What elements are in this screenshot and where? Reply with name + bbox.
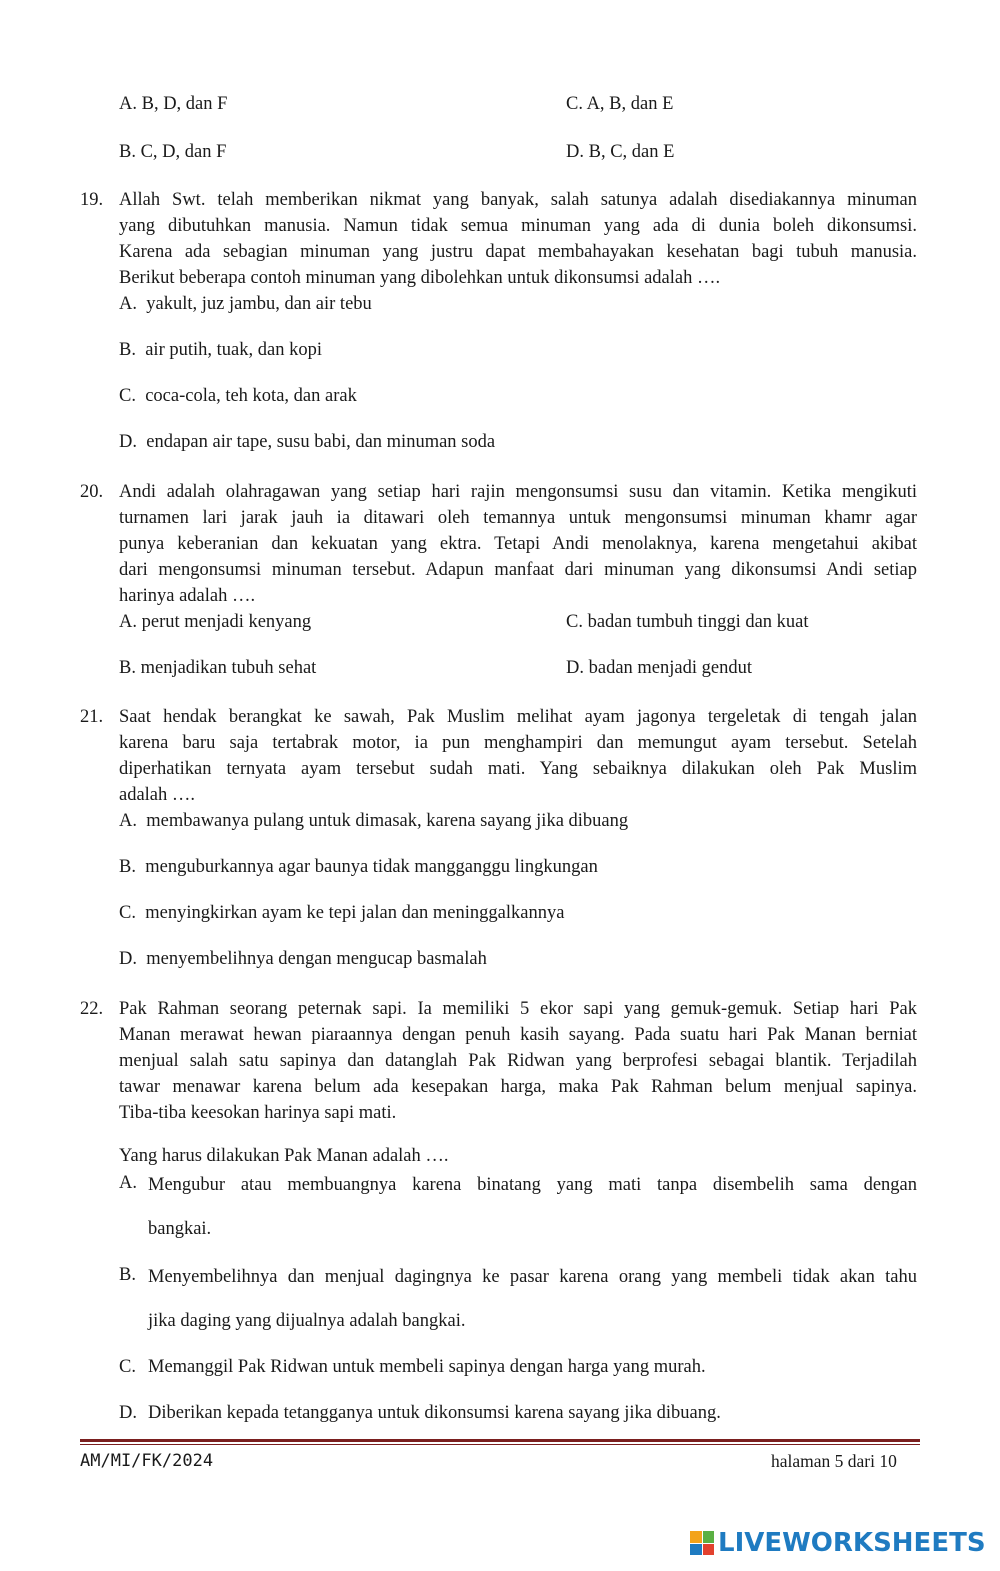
option-letter: A.: [119, 294, 137, 314]
footer-rule-thin: [80, 1444, 920, 1445]
option-letter: B.: [119, 340, 136, 360]
question-text-line: dari mengonsumsi minuman tersebut. Adapun manfaat dari minuman yang dikonsumsi Andi setiap: [119, 560, 917, 580]
question-text-line: tawar menawar karena belum ada kesepakan harga, maka Pak Rahman belum menjual sapinya.: [119, 1077, 917, 1097]
question-text-line: Tiba-tiba keesokan harinya sapi mati.: [119, 1103, 397, 1123]
liveworksheets-logo-icon: [690, 1531, 714, 1555]
option-letter: C.: [119, 903, 136, 923]
question-number: 20.: [80, 482, 104, 502]
question-text-line: turnamen lari jarak jauh ia ditawari oleh temannya untuk mengonsumsi minuman khamr agar: [119, 508, 917, 528]
option-letter: D.: [119, 432, 137, 452]
question-number: 21.: [80, 707, 104, 727]
question-text-line: harinya adalah ….: [119, 586, 256, 606]
question-text-line: Karena ada sebagian minuman yang justru dapat membahayakan kesehatan bagi tubuh manusia.: [119, 242, 917, 262]
option-letter: A.: [119, 811, 137, 831]
q21-option-d: [119, 949, 487, 970]
q22-option-c-text: Memanggil Pak Ridwan untuk membeli sapinya dengan harga yang murah.: [148, 1357, 706, 1377]
option-text: membawanya pulang untuk dimasak, karena sayang jika dibuang: [146, 811, 629, 831]
liveworksheets-brand: [690, 1528, 986, 1558]
q21-option-a: [119, 811, 628, 832]
q22-option-d-text: Diberikan kepada tetangganya untuk dikonsumsi karena sayang jika dibuang.: [148, 1403, 721, 1423]
question-text-line: karena baru saja tertabrak motor, ia pun menghampiri dan memungut ayam tersebut. Setelah: [119, 733, 917, 753]
q22-option-a-text: Mengubur atau membuangnya karena binatang yang mati tanpa disembelih sama dengan: [148, 1175, 917, 1195]
q20-option-d: D. badan menjadi gendut: [566, 658, 752, 678]
question-text-line: adalah ….: [119, 785, 196, 805]
option-text: air putih, tuak, dan kopi: [145, 340, 322, 360]
question-number: 19.: [80, 190, 104, 210]
footer-page-number: halaman 5 dari 10: [771, 1451, 897, 1471]
option-text: menyembelihnya dengan mengucap basmalah: [146, 949, 487, 969]
question-text-line: diperhatikan ternyata ayam tersebut sudah mati. Yang sebaiknya dilakukan oleh Pak Muslim: [119, 759, 917, 779]
q18-option-d: D. B, C, dan E: [566, 142, 675, 162]
q18-option-a: A. B, D, dan F: [119, 94, 228, 114]
q22-option-d-letter: D.: [119, 1403, 137, 1423]
question-text-line: menjual salah satu sapinya dan datanglah Pak Ridwan yang berprofesi sebagai blantik. Terjadilah: [119, 1051, 917, 1071]
q20-option-b: B. menjadikan tubuh sehat: [119, 658, 317, 678]
q22-option-b-letter: B.: [119, 1265, 136, 1285]
option-letter: D.: [119, 949, 137, 969]
question-number: 22.: [80, 999, 104, 1019]
q21-option-b: [119, 857, 598, 878]
question-text-line: Berikut beberapa contoh minuman yang dibolehkan untuk dikonsumsi adalah ….: [119, 268, 721, 288]
q20-option-a: A. perut menjadi kenyang: [119, 612, 312, 632]
q19-option-d: [119, 432, 495, 453]
q22-option-c-letter: C.: [119, 1357, 136, 1377]
option-text: endapan air tape, susu babi, dan minuman soda: [146, 432, 496, 452]
q22-option-b-text: Menyembelihnya dan menjual dagingnya ke pasar karena orang yang membeli tidak akan tahu: [148, 1267, 917, 1287]
question-text-line: Allah Swt. telah memberikan nikmat yang banyak, salah satunya adalah disediakannya minuman: [119, 190, 917, 210]
q19-option-b: [119, 340, 322, 361]
q18-option-c: C. A, B, dan E: [566, 94, 674, 114]
q22-option-a-text-cont: bangkai.: [148, 1219, 212, 1239]
question-text-line: Andi adalah olahragawan yang setiap hari rajin mengonsumsi susu dan vitamin. Ketika mengikuti: [119, 482, 917, 502]
q19-option-a: [119, 294, 372, 315]
q22-option-a-letter: A.: [119, 1173, 137, 1193]
footer-document-code: AM/MI/FK/2024: [80, 1451, 214, 1471]
option-text: coca-cola, teh kota, dan arak: [145, 386, 357, 406]
option-text: yakult, juz jambu, dan air tebu: [146, 294, 372, 314]
footer-rule-thick: [80, 1439, 920, 1442]
question-text-line: yang dibutuhkan manusia. Namun tidak semua minuman yang ada di dunia boleh dikonsumsi.: [119, 216, 917, 236]
question-text-line: Manan merawat hewan piaraannya dengan penuh kasih sayang. Pada suatu hari Pak Manan berniat: [119, 1025, 917, 1045]
question-text-line: Saat hendak berangkat ke sawah, Pak Muslim melihat ayam jagonya tergeletak di tengah jalan: [119, 707, 917, 727]
option-text: menyingkirkan ayam ke tepi jalan dan meninggalkannya: [145, 903, 565, 923]
q20-option-c: C. badan tumbuh tinggi dan kuat: [566, 612, 809, 632]
option-text: menguburkannya agar baunya tidak mangganggu lingkungan: [145, 857, 598, 877]
question-text-line: punya keberanian dan kekuatan yang ektra. Tetapi Andi menolaknya, karena mengetahui akibat: [119, 534, 917, 554]
option-letter: C.: [119, 386, 136, 406]
q22-option-b-text-cont: jika daging yang dijualnya adalah bangkai.: [148, 1311, 466, 1331]
q18-option-b: B. C, D, dan F: [119, 142, 227, 162]
q22-prompt: Yang harus dilakukan Pak Manan adalah ….: [119, 1146, 449, 1166]
option-letter: B.: [119, 857, 136, 877]
question-text-line: Pak Rahman seorang peternak sapi. Ia memiliki 5 ekor sapi yang gemuk-gemuk. Setiap hari Pak: [119, 999, 917, 1019]
q21-option-c: [119, 903, 564, 924]
q19-option-c: [119, 386, 357, 407]
liveworksheets-wordmark: LIVEWORKSHEETS: [718, 1528, 986, 1558]
